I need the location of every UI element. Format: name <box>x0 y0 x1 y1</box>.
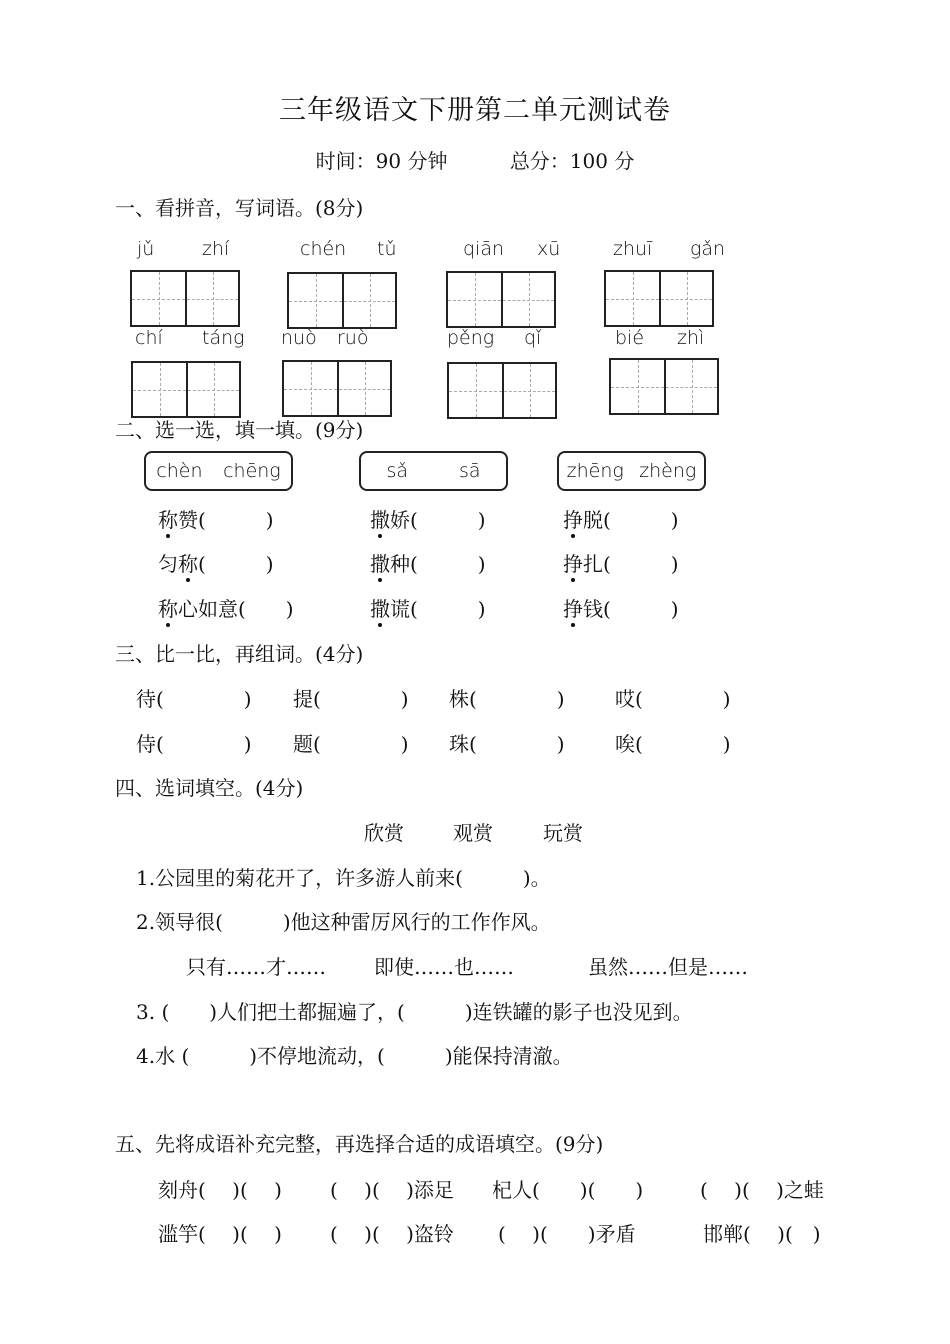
idiom-item: ( )( )矛盾 <box>498 1222 636 1246</box>
writing-grid[interactable] <box>446 271 556 328</box>
pinyin-option-box <box>359 451 508 491</box>
pinyin: táng <box>202 327 245 349</box>
conj-option: 虽然……但是…… <box>588 955 748 979</box>
compare-item: 侍( ) <box>136 732 252 756</box>
pinyin: pěng <box>447 327 495 349</box>
pinyin: zhì <box>677 327 705 349</box>
idiom-item: 滥竽( )( ) <box>158 1222 282 1246</box>
fill-item: 撒种( ) <box>370 552 486 576</box>
fill-item: 匀称( ) <box>158 552 274 576</box>
pinyin: jǔ <box>137 238 155 260</box>
compare-item: 株( ) <box>449 687 565 711</box>
question-1: 1.公园里的菊花开了，许多游人前来( )。 <box>136 866 551 890</box>
idiom-item: ( )( )盗铃 <box>330 1222 454 1246</box>
idiom-item: 刻舟( )( ) <box>158 1178 282 1202</box>
pinyin-option-box <box>557 451 706 491</box>
section-2-heading: 二、选一选，填一填。(9分) <box>115 418 364 442</box>
compare-item: 珠( ) <box>449 732 565 756</box>
exam-meta <box>0 145 950 174</box>
conj-option: 只有……才…… <box>186 955 326 979</box>
pinyin: xū <box>537 238 561 260</box>
idiom-item: 邯郸( )( ) <box>703 1222 821 1246</box>
idiom-item: ( )( )之蛙 <box>700 1178 824 1202</box>
word-option: 观赏 <box>453 821 493 845</box>
fill-item: 挣扎( ) <box>563 552 679 576</box>
pinyin: qǐ <box>524 327 542 349</box>
pinyin: nuò <box>281 327 317 349</box>
exam-time: 时间：90 分钟 <box>315 149 448 173</box>
writing-grid[interactable] <box>287 272 397 329</box>
compare-item: 哎( ) <box>615 687 731 711</box>
writing-grid[interactable] <box>609 358 719 415</box>
pinyin-option: chèn <box>156 460 203 482</box>
writing-grid[interactable] <box>130 270 240 327</box>
pinyin-option: zhèng <box>639 460 697 482</box>
pinyin-option: sā <box>458 460 481 482</box>
idiom-item: ( )( )添足 <box>330 1178 454 1202</box>
writing-grid[interactable] <box>447 362 557 419</box>
pinyin: ruò <box>337 327 369 349</box>
pinyin-option: zhēng <box>566 460 624 482</box>
pinyin: gǎn <box>690 238 726 260</box>
fill-item: 撒谎( ) <box>370 597 486 621</box>
pinyin: tǔ <box>377 238 397 260</box>
writing-grid[interactable] <box>604 270 714 327</box>
compare-item: 待( ) <box>136 687 252 711</box>
question-3: 3. ( )人们把土都掘遍了，( )连铁罐的影子也没见到。 <box>136 1000 693 1024</box>
pinyin-option: sǎ <box>386 460 409 482</box>
pinyin: chí <box>135 327 163 349</box>
fill-item: 称心如意( ) <box>158 597 294 621</box>
pinyin: chén <box>300 238 347 260</box>
pinyin: zhuī <box>613 238 653 260</box>
fill-item: 称赞( ) <box>158 508 274 532</box>
question-2: 2.领导很( )他这种雷厉风行的工作作风。 <box>136 910 551 934</box>
section-4-heading: 四、选词填空。(4分) <box>115 776 304 800</box>
question-4: 4.水 ( )不停地流动，( )能保持清澈。 <box>136 1044 573 1068</box>
conj-option: 即使……也…… <box>374 955 514 979</box>
pinyin-option-box <box>144 451 293 491</box>
writing-grid[interactable] <box>131 361 241 418</box>
fill-item: 挣钱( ) <box>563 597 679 621</box>
section-1-heading: 一、看拼音，写词语。(8分) <box>115 196 364 220</box>
idiom-item: 杞人( )( ) <box>492 1178 644 1202</box>
page-title: 三年级语文下册第二单元测试卷 <box>279 95 671 126</box>
word-option: 玩赏 <box>543 821 583 845</box>
fill-item: 撒娇( ) <box>370 508 486 532</box>
word-option: 欣赏 <box>364 821 404 845</box>
pinyin: zhí <box>202 238 230 260</box>
pinyin-option: chēng <box>223 460 281 482</box>
compare-item: 题( ) <box>293 732 409 756</box>
section-3-heading: 三、比一比，再组词。(4分) <box>115 642 364 666</box>
fill-item: 挣脱( ) <box>563 508 679 532</box>
compare-item: 提( ) <box>293 687 409 711</box>
writing-grid[interactable] <box>282 360 392 417</box>
pinyin: bié <box>615 327 645 349</box>
compare-item: 唉( ) <box>615 732 731 756</box>
exam-score: 总分：100 分 <box>509 149 635 173</box>
pinyin: qiān <box>463 238 505 260</box>
section-5-heading: 五、先将成语补充完整，再选择合适的成语填空。(9分) <box>115 1132 604 1156</box>
